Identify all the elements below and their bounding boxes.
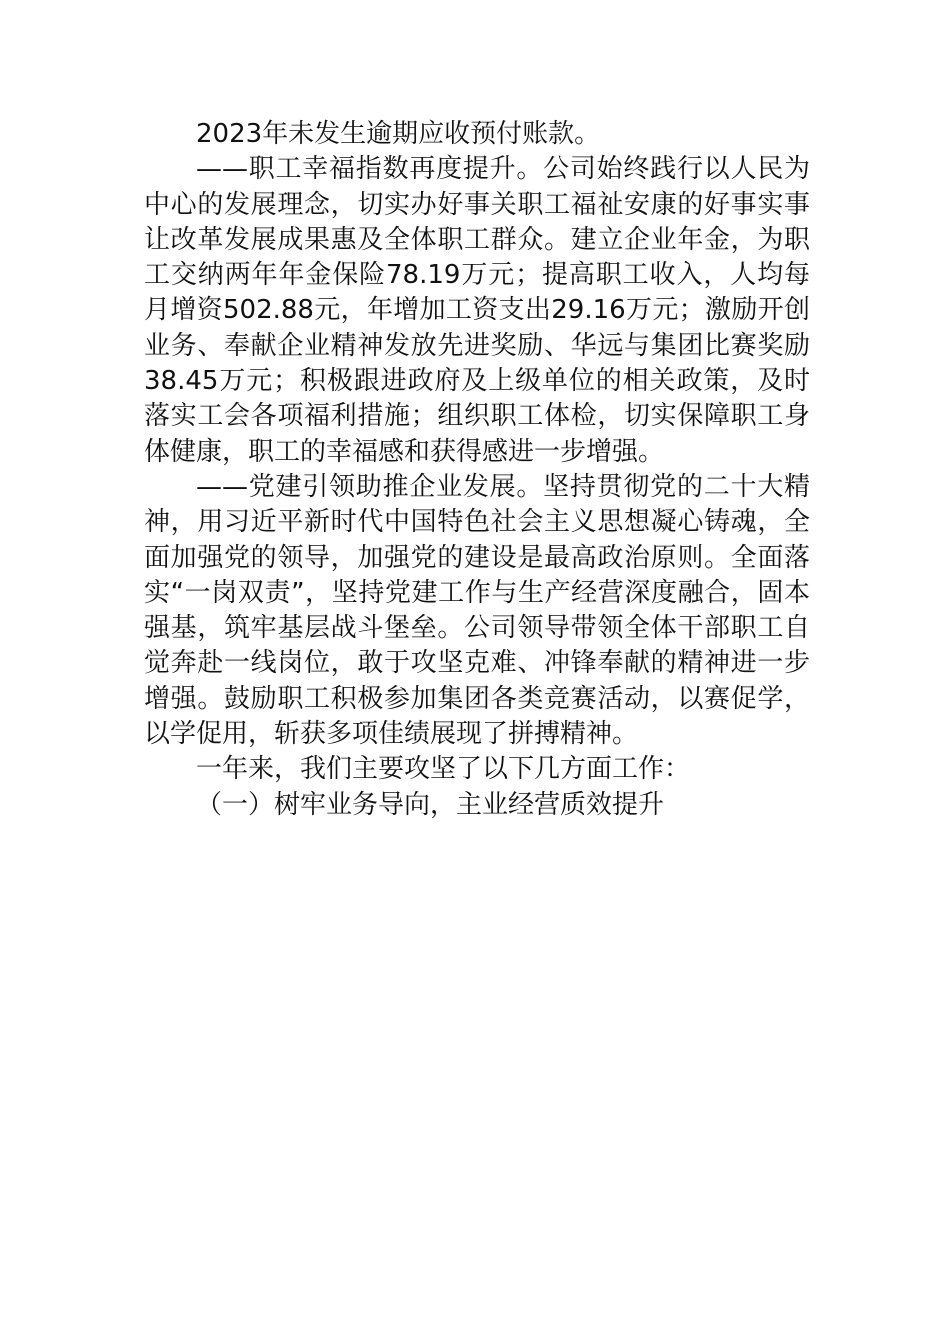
paragraph-year-summary: 一年来，我们主要攻坚了以下几方面工作： <box>196 754 691 785</box>
document-body <box>144 117 810 823</box>
paragraph-overdue-receivables: 2023年未发生逾期应收预付账款。 <box>196 119 601 149</box>
paragraph-employee-happiness: ——职工幸福指数再度提升。公司始终践行以人民为中心的发展理念，切实办好事关职工福祉安康的好事实事让改革发展成果惠及全体职工群众。建立企业年金，为职工交纳两年年金保险78.19万元；提高职工收入，人均每月增资502.88元，年增加工资支出29.16万元；激励开创业务、奉献企业精神发放先进奖励、华远与集团比赛奖励38.45万元；积极跟进政府及上级单位的相关政策，及时落实工会各项福利措施；组织职工体检，切实保障职工身体健康，职工的幸福感和获得感进一步增强。 <box>144 154 810 467</box>
paragraph-party-building: ——党建引领助推企业发展。坚持贯彻党的二十大精神，用习近平新时代中国特色社会主义思想凝心铸魂，全面加强党的领导，加强党的建设是最高政治原则。全面落实“一岗双责”，坚持党建工作与生产经营深度融合，固本强基，筑牢基层战斗堡垒。公司领导带领全体干部职工自觉奔赴一线岗位，敢于攻坚克难、冲锋奉献的精神进一步增强。鼓励职工积极参加集团各类竞赛活动，以赛促学，以学促用，斩获多项佳绩展现了拼搏精神。 <box>144 471 810 750</box>
section-heading-1: （一）树牢业务导向，主业经营质效提升 <box>196 789 665 820</box>
